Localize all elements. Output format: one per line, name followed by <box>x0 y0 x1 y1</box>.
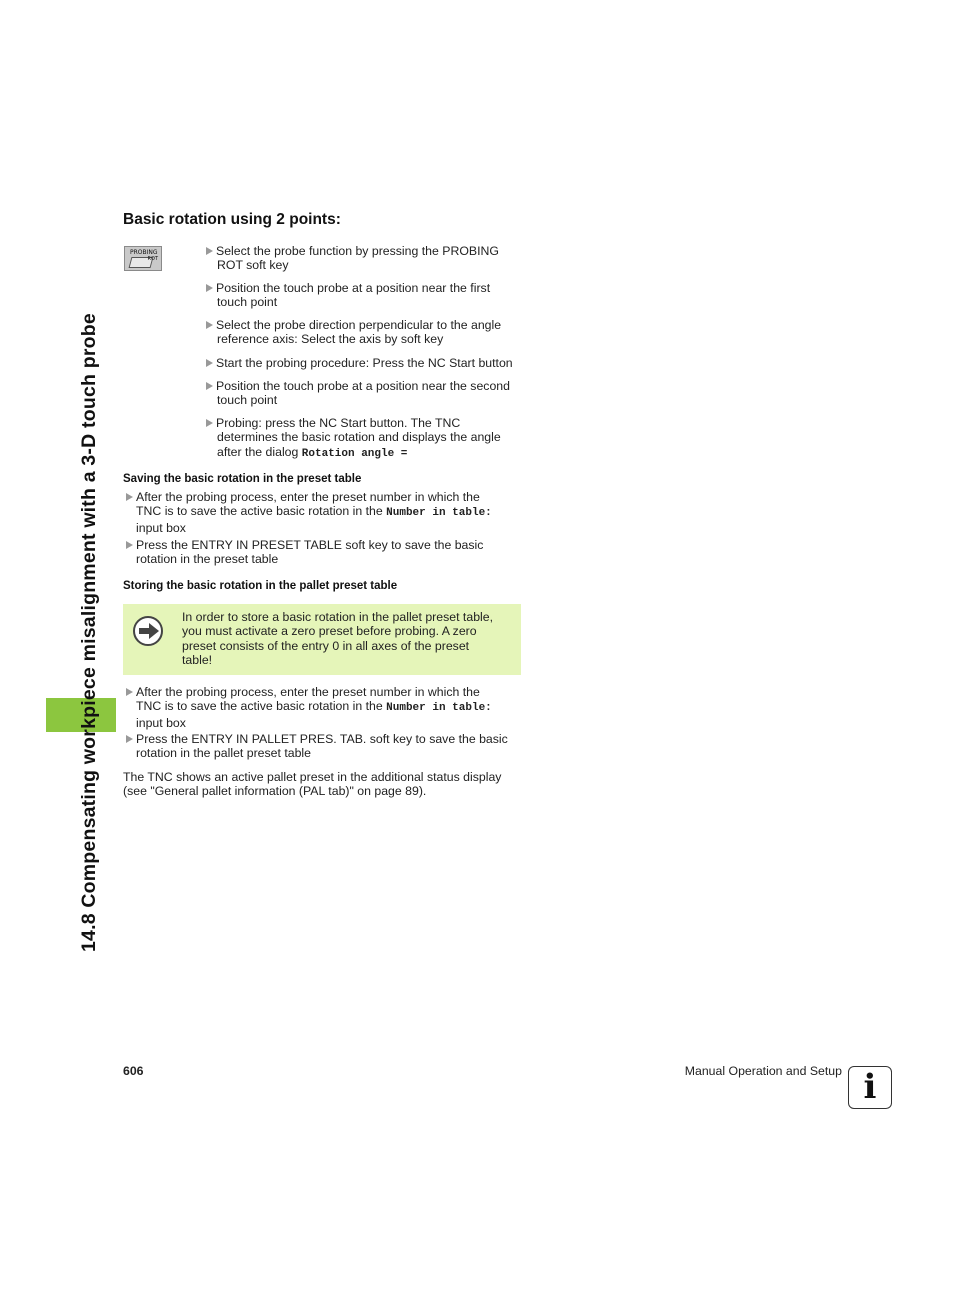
page-number: 606 <box>123 1064 144 1078</box>
step-5-line2: touch point <box>217 393 278 408</box>
closing-line1: The TNC shows an active pallet preset in the additional status display <box>123 770 502 784</box>
step-6 <box>216 416 526 461</box>
arrow-right-circle-icon <box>133 616 163 646</box>
info-glyph: i <box>863 1067 877 1107</box>
saving-step-2-line1: Press the ENTRY IN PRESET TABLE soft key to save the basic <box>136 538 484 552</box>
bullet-triangle-icon <box>126 735 133 743</box>
note-box <box>123 604 521 675</box>
bullet-triangle-icon <box>126 688 133 696</box>
bullet-triangle-icon <box>126 493 133 501</box>
step-6-line1: Probing: press the NC Start button. The TNC <box>216 416 461 430</box>
saving-step-1-line2-text: TNC is to save the active basic rotation in the <box>136 504 387 519</box>
closing-paragraph <box>123 770 523 799</box>
bullet-triangle-icon <box>206 247 213 255</box>
storing-step-1-line1: After the probing process, enter the preset number in which the <box>136 685 480 699</box>
saving-step-1-line3: input box <box>136 520 186 535</box>
section-heading: Basic rotation using 2 points: <box>123 211 341 228</box>
storing-step-1-line2 <box>136 699 526 715</box>
step-1-line2: ROT soft key <box>217 258 289 273</box>
step-5 <box>216 379 526 408</box>
saving-step-1-line2 <box>136 504 526 520</box>
bullet-triangle-icon <box>206 419 213 427</box>
step-6-line3 <box>216 445 526 461</box>
note-line1: In order to store a basic rotation in the pallet preset table, <box>182 610 494 624</box>
step-2-line2: touch point <box>217 295 278 310</box>
note-line4: table! <box>182 653 213 668</box>
step-3-line2: reference axis: Select the axis by soft key <box>217 332 444 347</box>
chapter-side-title: 14.8 Compensating workpiece misalignment with a 3-D touch probe <box>78 313 100 952</box>
storing-step-2-line2: rotation in the pallet preset table <box>136 746 312 761</box>
step-4 <box>216 356 526 370</box>
field-code: Number in table: <box>386 507 492 520</box>
step-1-line1: Select the probe function by pressing the PROBING <box>216 244 499 258</box>
step-1 <box>216 244 526 273</box>
bullet-triangle-icon <box>206 321 213 329</box>
bullet-triangle-icon <box>206 359 213 367</box>
field-code: Number in table: <box>386 702 492 715</box>
step-3-line1: Select the probe direction perpendicular to the angle <box>216 318 502 332</box>
step-4-line1: Start the probing procedure: Press the NC Start button <box>216 356 513 370</box>
storing-heading: Storing the basic rotation in the pallet preset table <box>123 580 398 592</box>
note-line2: you must activate a zero preset before probing. A zero <box>182 624 477 639</box>
storing-step-1-line3: input box <box>136 715 186 730</box>
saving-step-2-line2: rotation in the preset table <box>136 552 279 567</box>
saving-step-2 <box>136 538 526 567</box>
saving-step-1-line1: After the probing process, enter the preset number in which the <box>136 490 480 504</box>
probing-rot-softkey-icon <box>124 246 162 271</box>
softkey-label-line1: PROBING <box>130 249 158 256</box>
step-2-line1: Position the touch probe at a position near the first <box>216 281 491 295</box>
note-text <box>182 610 514 668</box>
storing-step-2 <box>136 732 526 761</box>
step-5-line1: Position the touch probe at a position near the second <box>216 379 510 393</box>
bullet-triangle-icon <box>206 382 213 390</box>
softkey-label-line2: ROT <box>147 256 158 262</box>
saving-heading: Saving the basic rotation in the preset table <box>123 473 362 485</box>
storing-step-1-line2-text: TNC is to save the active basic rotation in the <box>136 699 387 714</box>
info-icon <box>848 1066 892 1109</box>
storing-step-1 <box>136 685 526 730</box>
step-2 <box>216 281 526 310</box>
step-6-line3-text: after the dialog <box>217 444 302 459</box>
bullet-triangle-icon <box>206 284 213 292</box>
footer-title: Manual Operation and Setup <box>684 1064 842 1078</box>
note-line3: preset consists of the entry 0 in all axes of the preset <box>182 638 470 653</box>
step-6-line2: determines the basic rotation and displays the angle <box>217 430 501 445</box>
step-3 <box>216 318 526 347</box>
dialog-code: Rotation angle = <box>301 447 408 460</box>
storing-step-2-line1: Press the ENTRY IN PALLET PRES. TAB. soft key to save the basic <box>136 732 508 746</box>
saving-step-1 <box>136 490 526 535</box>
bullet-triangle-icon <box>126 541 133 549</box>
closing-line2: (see "General pallet information (PAL tab)" on page 89). <box>123 784 427 799</box>
